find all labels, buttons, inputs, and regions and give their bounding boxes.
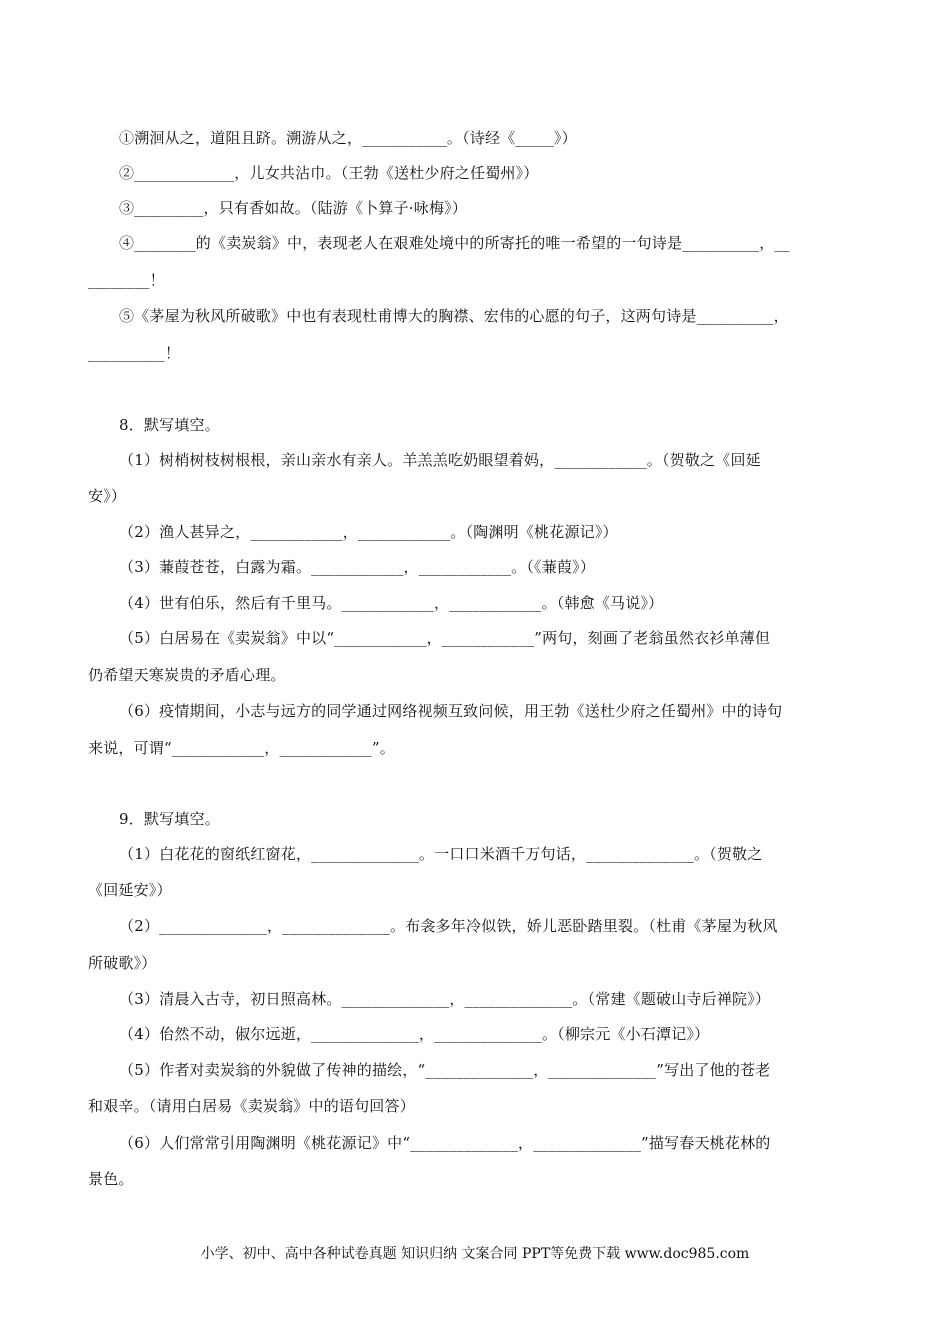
q9-item-1-cont: 《回延安》）	[88, 881, 172, 899]
q8-item-4: （4）世有伯乐，然后有千里马。____________，____________。（韩愈《马说》）	[119, 594, 664, 612]
q9-item-6-cont: 景色。	[88, 1170, 134, 1188]
q8-item-5: （5）白居易在《卖炭翁》中以“____________，____________”两句，刻画了老翁虽然衣衫单薄但	[119, 629, 771, 647]
q9-item-2-cont: 所破歌》）	[88, 954, 157, 972]
q9-item-1: （1）白花花的窗纸红窗花，______________。一口口米酒千万句话，______________。（贺敬之	[119, 845, 763, 863]
q9-item-6: （6）人们常常引用陶渊明《桃花源记》中“______________，______________”描写春天桃花林的	[119, 1134, 771, 1152]
q8-item-6: （6）疫情期间，小志与远方的同学通过网络视频互致问候，用王勃《送杜少府之任蜀州》中的诗句	[119, 702, 783, 720]
q8-item-3: （3）蒹葭苍苍，白露为霜。____________，____________。（《蒹葭》）	[119, 558, 596, 576]
q8-item-2: （2）渔人甚异之，____________，____________。（陶渊明《桃花源记》）	[119, 523, 618, 541]
q7-item-5-cont: __________！	[88, 344, 181, 362]
q8-item-1-cont: 安》）	[88, 487, 127, 505]
q8-item-6-cont: 来说，可谓“____________，____________”。	[88, 739, 395, 757]
q9-item-4: （4）佁然不动，俶尔远逝，______________，______________。（柳宗元《小石潭记》）	[119, 1025, 710, 1043]
q7-item-5: ⑤《茅屋为秋风所破歌》中也有表现杜甫博大的胸襟、宏伟的心愿的句子，这两句诗是__________，	[119, 307, 789, 325]
q8-item-1: （1）树梢树枝树根根，亲山亲水有亲人。羊羔羔吃奶眼望着妈，____________。（贺敬之《回延	[119, 451, 761, 469]
q9-item-5: （5）作者对卖炭翁的外貌做了传神的描绘，“______________，______________”写出了他的苍老	[119, 1061, 771, 1079]
q7-item-3: ③_________，只有香如故。（陆游《卜算子·咏梅》）	[119, 199, 468, 217]
q7-item-4-cont: ________！	[88, 271, 165, 289]
page-footer: 小学、初中、高中各种试卷真题 知识归纳 文案合同 PPT等免费下载 www.doc985.com	[200, 1246, 750, 1262]
q7-item-2: ②_____________，儿女共沾巾。（王勃《送杜少府之任蜀州》）	[119, 164, 539, 182]
q9-item-5-cont: 和艰辛。（请用白居易《卖炭翁》中的语句回答）	[88, 1097, 415, 1115]
q9-item-3: （3）清晨入古寺，初日照高林。______________，______________。（常建《题破山寺后禅院》）	[119, 990, 771, 1008]
q7-item-1: ①溯洄从之，道阻且跻。溯游从之，___________。（诗经《_____》）	[119, 129, 577, 147]
q9-heading: 9．默写填空。	[119, 810, 220, 828]
q8-heading: 8．默写填空。	[119, 416, 220, 434]
q8-item-5-cont: 仍希望天寒炭贵的矛盾心理。	[88, 666, 286, 684]
q7-item-4: ④________的《卖炭翁》中，表现老人在艰难处境中的所寄托的唯一希望的一句诗是__________，__	[119, 234, 790, 252]
q9-item-2: （2）______________，______________。布衾多年冷似铁，娇儿恶卧踏里裂。（杜甫《茅屋为秋风	[119, 917, 778, 935]
